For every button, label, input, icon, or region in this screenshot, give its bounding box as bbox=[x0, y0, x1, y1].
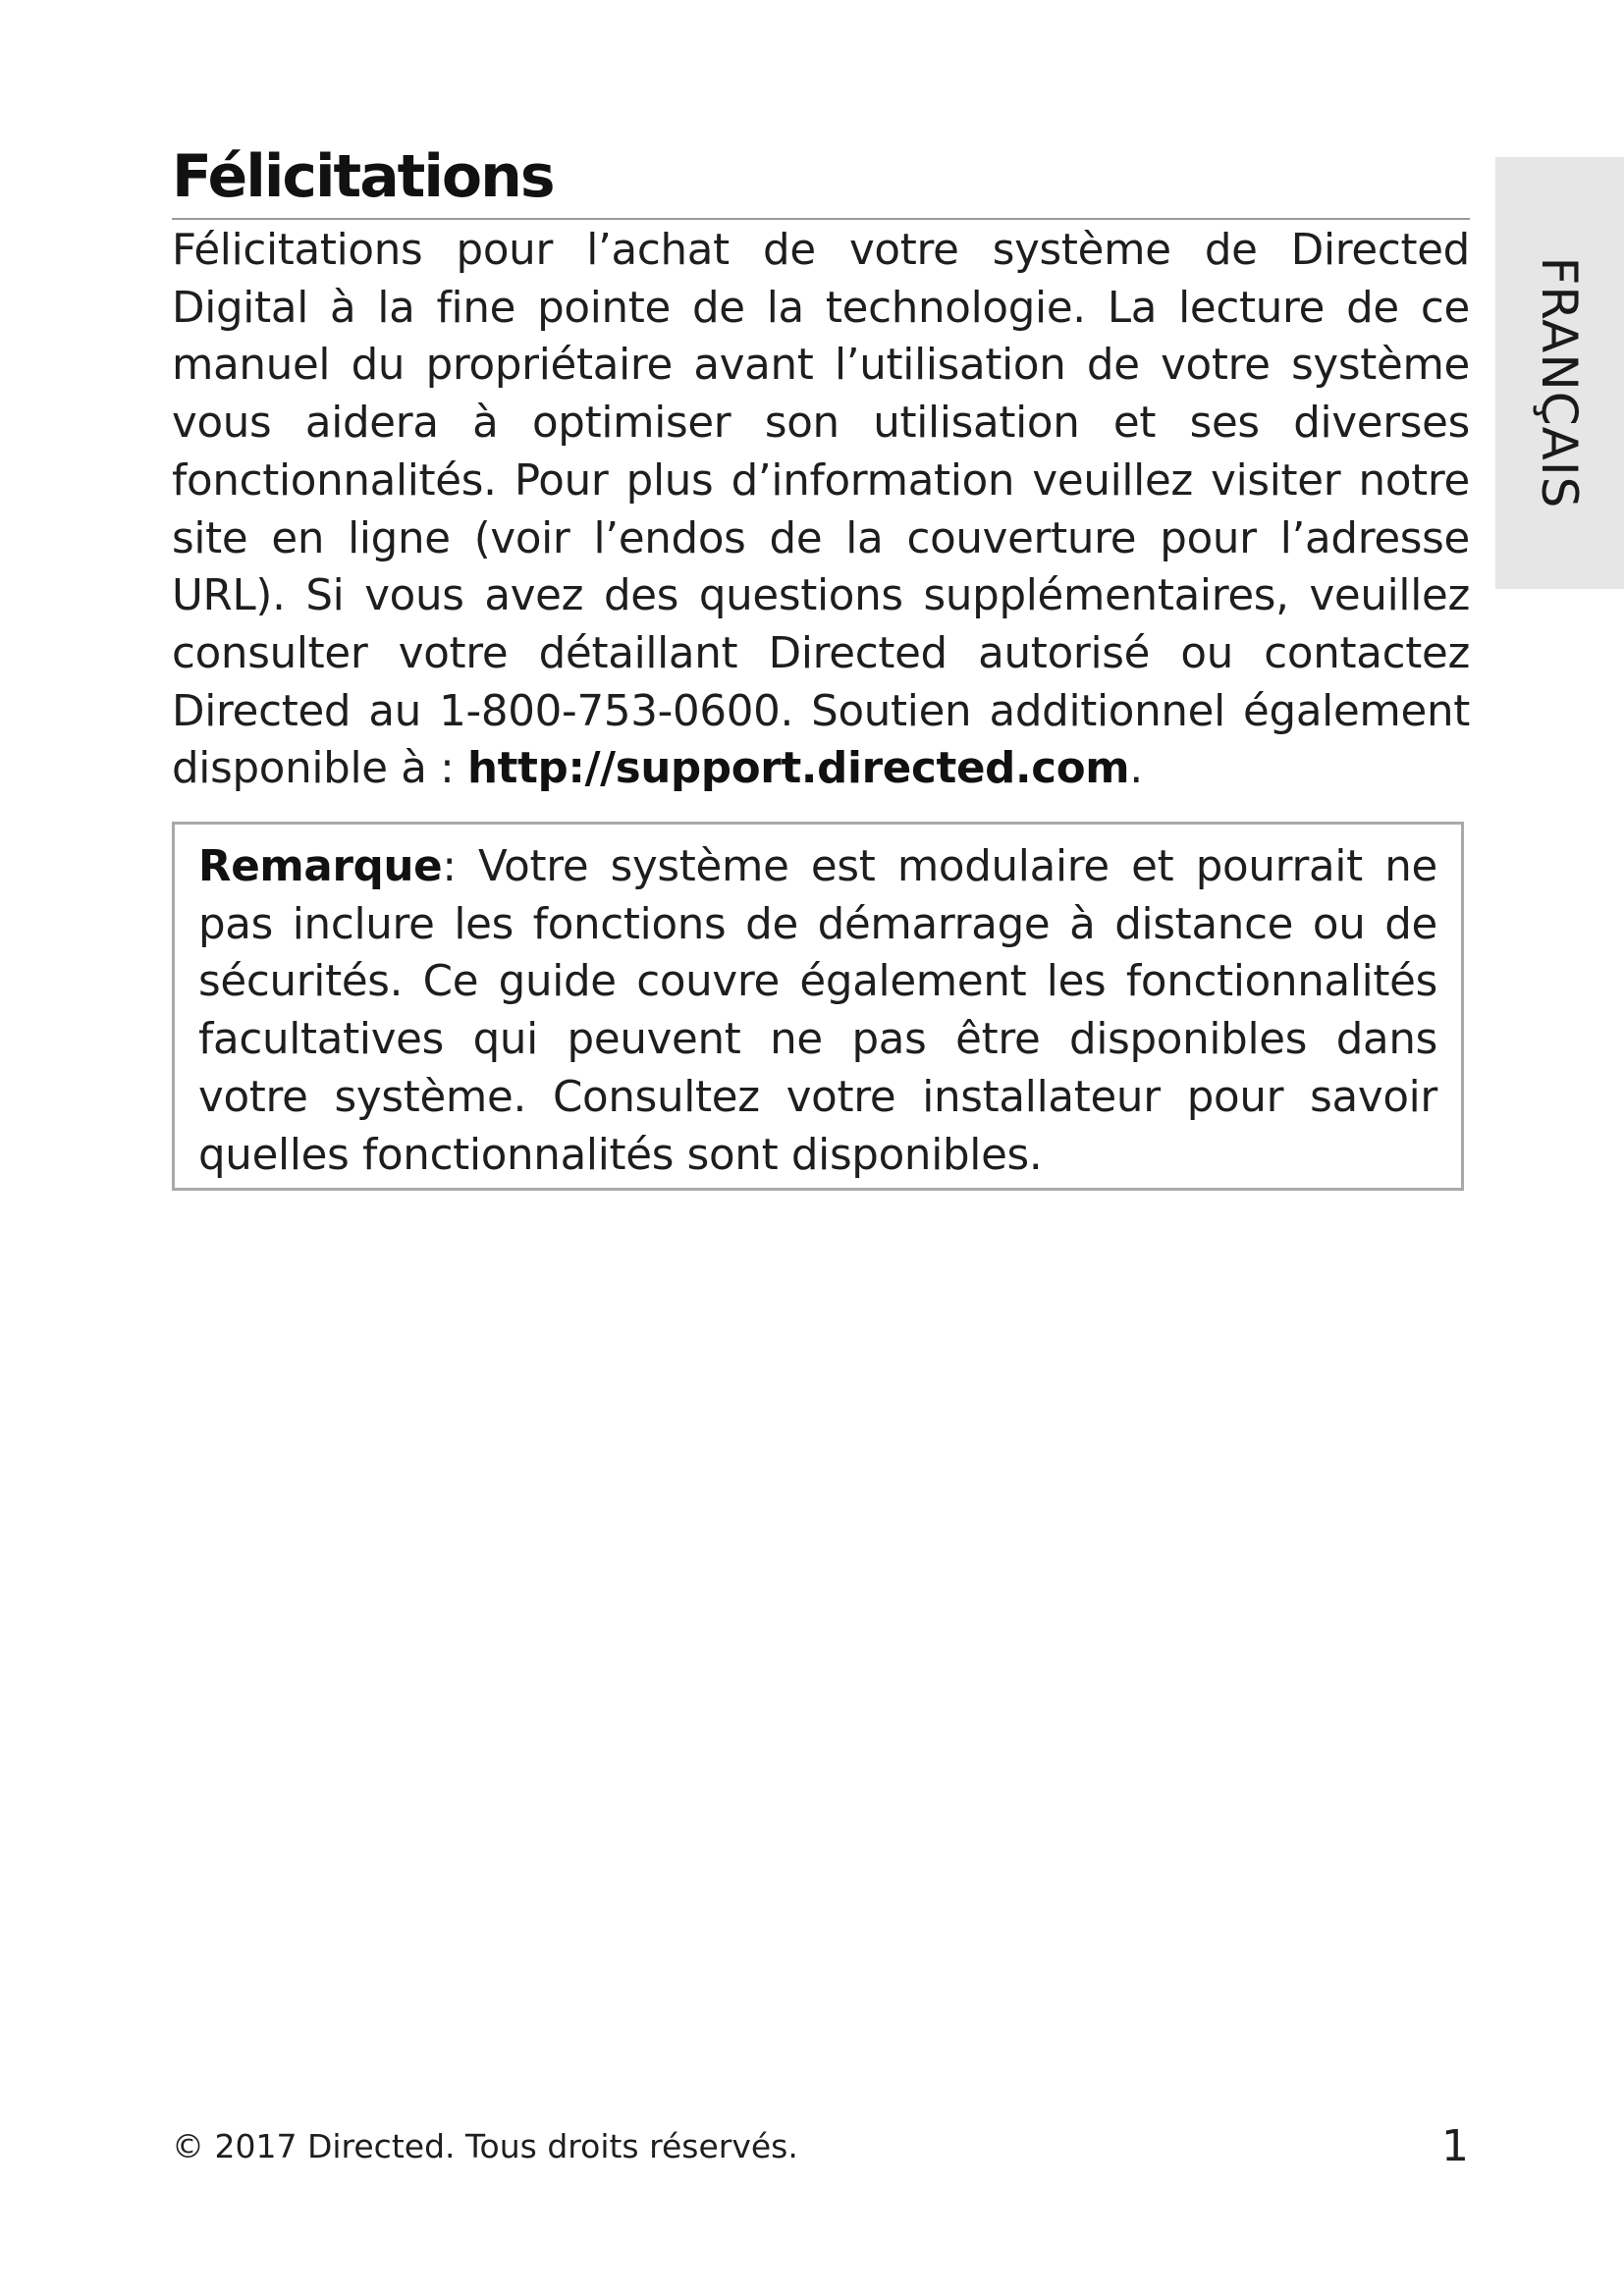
page-number: 1 bbox=[1441, 2121, 1469, 2171]
title-rule bbox=[172, 218, 1470, 220]
note-box bbox=[172, 822, 1464, 1191]
note-label: Remarque bbox=[198, 842, 443, 891]
language-tab-label: FRANÇAIS bbox=[1531, 256, 1588, 509]
intro-end: . bbox=[1129, 744, 1143, 794]
intro-paragraph bbox=[172, 222, 1470, 798]
page-title: Félicitations bbox=[172, 142, 554, 211]
note-paragraph bbox=[198, 838, 1437, 1184]
intro-text: Félicitations pour l’achat de votre système de Directed Digital à la fine pointe de la technologie. La lecture de ce manuel du propriétaire avant l’utilisation de votre système vous aidera à optimiser son utilisation et ses diverses fonctionnalités. Pour plus d’information veuillez visiter notre site en ligne (voir l’endos de la couverture pour l’adresse URL). Si vous avez des questions supplémentaires, veuillez consulter votre détaillant Directed autorisé ou contactez Directed au 1-800-753-0600. Soutien additionnel également disponible à : bbox=[172, 226, 1470, 794]
support-url-link[interactable]: http://support.directed.com bbox=[467, 744, 1130, 794]
language-tab bbox=[1495, 157, 1624, 589]
footer-copyright: © 2017 Directed. Tous droits réservés. bbox=[172, 2127, 798, 2165]
note-text: : Votre système est modulaire et pourrait ne pas inclure les fonctions de démarrage à distance ou de sécurités. Ce guide couvre également les fonctionnalités facultatives qui peuvent ne pas être disponibles dans votre système. Consultez votre installateur pour savoir quelles fonctionnalités sont disponibles. bbox=[198, 842, 1437, 1180]
